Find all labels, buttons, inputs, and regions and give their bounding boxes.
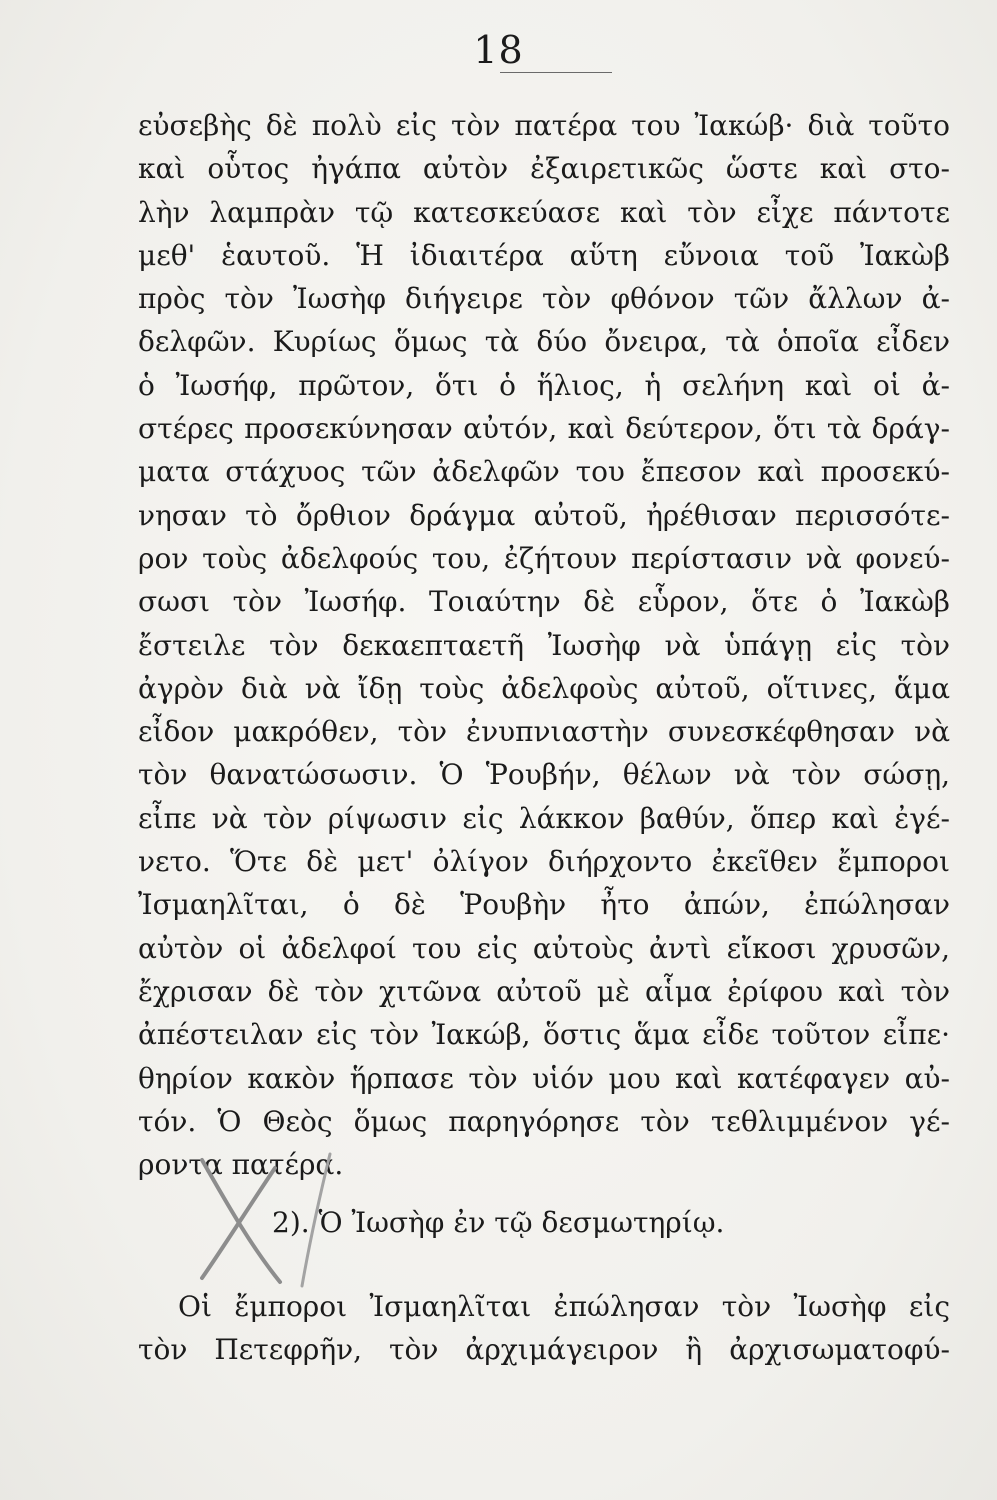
text-line: ἀγρὸν διὰ νὰ ἴδῃ τοὺς ἀδελφοὺς αὐτοῦ, οἵτινες, ἅμα [138, 671, 950, 705]
paragraph-2 [138, 1285, 950, 1372]
section-heading: 2). Ὁ Ἰωσὴφ ἐν τῷ δεσμωτηρίῳ. [272, 1206, 725, 1239]
text-line: ὁ Ἰωσήφ, πρῶτον, ὅτι ὁ ἥλιος, ἡ σελήνη καὶ οἱ ἀ- [138, 368, 950, 402]
text-line: Οἱ ἔμποροι Ἰσμαηλῖται ἐπώλησαν τὸν Ἰωσὴφ εἰς [178, 1290, 950, 1323]
text-line: αὐτὸν οἱ ἀδελφοί του εἰς αὐτοὺς ἀντὶ εἴκοσι χρυσῶν, [138, 931, 950, 965]
text-line: εἶδον μακρόθεν, τὸν ἐνυπνιαστὴν συνεσκέφθησαν νὰ [138, 715, 950, 749]
text-line: ροντα πατέρα. [138, 1148, 344, 1182]
text-line: στέρες προσεκύνησαν αὐτόν, καὶ δεύτερον, ὅτι τὰ δράγ- [138, 412, 950, 446]
page-number: 18 [473, 28, 524, 72]
text-line: Ἰσμαηλῖται, ὁ δὲ Ῥουβὴν ἦτο ἀπών, ἐπώλησαν [138, 888, 950, 922]
text-line: τὸν Πετεφρῆν, τὸν ἀρχιμάγειρον ἢ ἀρχισωματοφύ- [138, 1333, 950, 1367]
text-line: πρὸς τὸν Ἰωσὴφ διήγειρε τὸν φθόνον τῶν ἄλλων ἀ- [138, 282, 950, 316]
text-line: νησαν τὸ ὄρθιον δράγμα αὐτοῦ, ἠρέθισαν περισσότε- [138, 498, 950, 532]
text-line: ἔχρισαν δὲ τὸν χιτῶνα αὐτοῦ μὲ αἷμα ἐρίφου καὶ τὸν [138, 974, 950, 1008]
text-line: δελφῶν. Κυρίως ὅμως τὰ δύο ὄνειρα, τὰ ὁποῖα εἶδεν [138, 325, 950, 359]
header-rule [500, 72, 612, 73]
text-line: ἔστειλε τὸν δεκαεπταετῆ Ἰωσὴφ νὰ ὑπάγῃ εἰς τὸν [138, 628, 950, 662]
text-line: θηρίον κακὸν ἥρπασε τὸν υἱόν μου καὶ κατέφαγεν αὐ- [138, 1061, 950, 1095]
text-line: ἀπέστειλαν εἰς τὸν Ἰακώβ, ὅστις ἅμα εἶδε τοῦτον εἶπε· [138, 1018, 950, 1052]
text-line: τόν. Ὁ Θεὸς ὅμως παρηγόρησε τὸν τεθλιμμένον γέ- [138, 1104, 950, 1138]
text-line: καὶ οὗτος ἠγάπα αὐτὸν ἐξαιρετικῶς ὥστε καὶ στο- [138, 152, 950, 186]
text-line: εἶπε νὰ τὸν ρίψωσιν εἰς λάκκον βαθύν, ὅπερ καὶ ἐγέ- [138, 801, 950, 835]
text-line: ρον τοὺς ἀδελφούς του, ἐζήτουν περίστασιν νὰ φονεύ- [138, 541, 950, 575]
paragraph-1 [138, 104, 950, 1186]
text-line: λὴν λαμπρὰν τῷ κατεσκεύασε καὶ τὸν εἶχε πάντοτε [138, 195, 950, 229]
text-line: νετο. Ὅτε δὲ μετ' ὀλίγον διήρχοντο ἐκεῖθεν ἔμποροι [138, 845, 950, 879]
text-line: εὐσεβὴς δὲ πολὺ εἰς τὸν πατέρα του Ἰακώβ· διὰ τοῦτο [138, 109, 950, 142]
text-line: ματα στάχυος τῶν ἀδελφῶν του ἔπεσον καὶ προσεκύ- [138, 455, 950, 489]
text-line: τὸν θανατώσωσιν. Ὁ Ῥουβήν, θέλων νὰ τὸν σώσῃ, [138, 758, 950, 792]
text-line: μεθ' ἑαυτοῦ. Ἡ ἰδιαιτέρα αὕτη εὔνοια τοῦ Ἰακὼβ [138, 238, 950, 272]
text-line: σωσι τὸν Ἰωσήφ. Τοιαύτην δὲ εὗρον, ὅτε ὁ Ἰακὼβ [138, 585, 950, 619]
